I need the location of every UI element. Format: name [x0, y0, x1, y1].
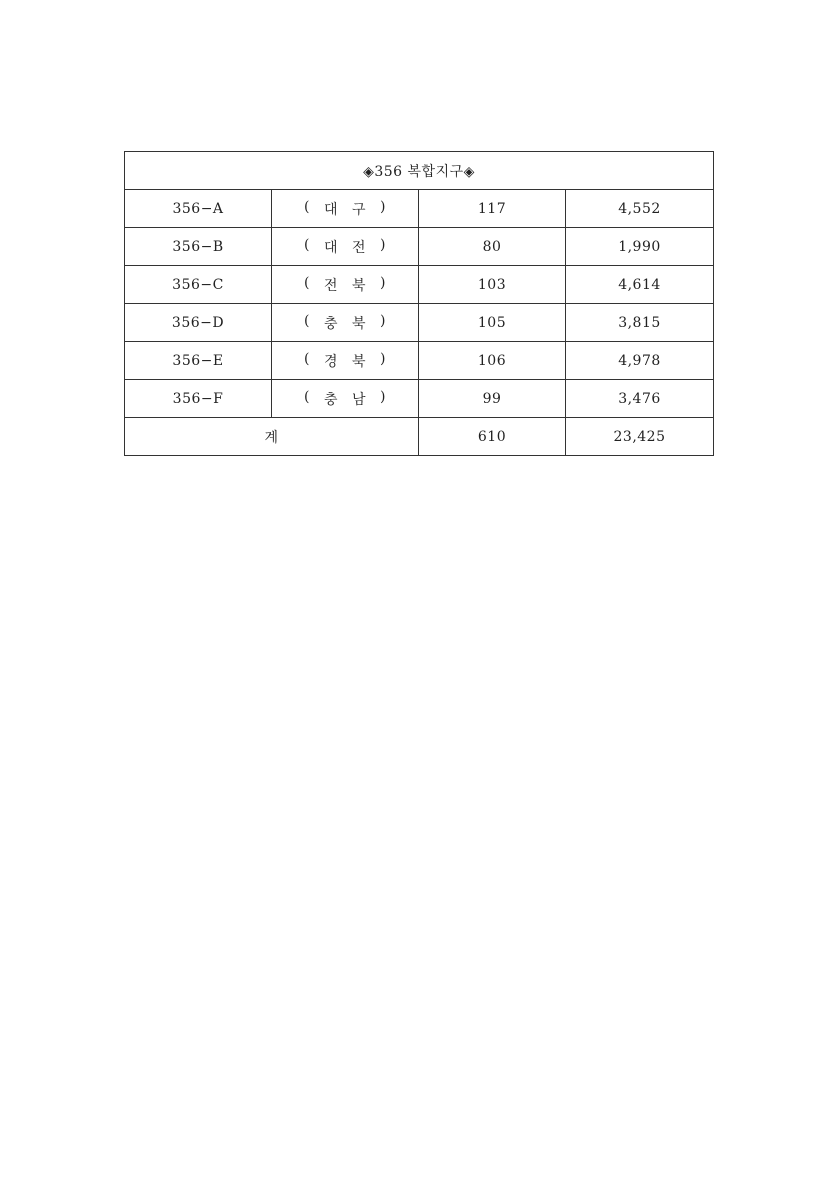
region-second-char: 전: [352, 239, 367, 256]
count-cell: 105: [419, 304, 566, 342]
region-open-paren: (: [304, 350, 310, 367]
region-open-paren: (: [304, 198, 310, 215]
amount-cell: 3,815: [566, 304, 714, 342]
region-open-paren: (: [304, 274, 310, 291]
region-close-paren: ): [380, 350, 386, 367]
total-row: [125, 418, 714, 456]
region-name: [272, 380, 419, 418]
count-cell: 103: [419, 266, 566, 304]
region-first-char: 대: [323, 239, 338, 256]
table-row: [125, 342, 714, 380]
region-first-char: 경: [323, 353, 338, 370]
table-title: ◈356 복합지구◈: [125, 152, 714, 190]
region-name: [272, 342, 419, 380]
region-open-paren: (: [304, 312, 310, 329]
total-amount: 23,425: [566, 418, 714, 456]
region-name: [272, 304, 419, 342]
region-open-paren: (: [304, 236, 310, 253]
region-name: [272, 266, 419, 304]
region-name: [272, 190, 419, 228]
region-first-char: 충: [323, 391, 338, 408]
amount-cell: 4,614: [566, 266, 714, 304]
region-name: [272, 228, 419, 266]
region-close-paren: ): [380, 312, 386, 329]
region-second-char: 북: [352, 315, 367, 332]
district-code: 356−B: [125, 228, 272, 266]
region-first-char: 대: [323, 201, 338, 218]
amount-cell: 4,978: [566, 342, 714, 380]
district-code: 356−E: [125, 342, 272, 380]
count-cell: 99: [419, 380, 566, 418]
table-title-row: [125, 152, 714, 190]
district-code: 356−D: [125, 304, 272, 342]
district-code: 356−F: [125, 380, 272, 418]
district-code: 356−C: [125, 266, 272, 304]
region-close-paren: ): [380, 274, 386, 291]
table-row: [125, 380, 714, 418]
region-second-char: 북: [352, 353, 367, 370]
region-close-paren: ): [380, 388, 386, 405]
region-first-char: 전: [323, 277, 338, 294]
district-code: 356−A: [125, 190, 272, 228]
count-cell: 80: [419, 228, 566, 266]
region-second-char: 남: [352, 391, 367, 408]
region-open-paren: (: [304, 388, 310, 405]
region-close-paren: ): [380, 198, 386, 215]
amount-cell: 3,476: [566, 380, 714, 418]
region-second-char: 구: [352, 201, 367, 218]
count-cell: 106: [419, 342, 566, 380]
table-row: [125, 190, 714, 228]
region-first-char: 충: [323, 315, 338, 332]
total-count: 610: [419, 418, 566, 456]
table-row: [125, 266, 714, 304]
amount-cell: 1,990: [566, 228, 714, 266]
region-second-char: 북: [352, 277, 367, 294]
region-close-paren: ): [380, 236, 386, 253]
table-row: [125, 228, 714, 266]
count-cell: 117: [419, 190, 566, 228]
amount-cell: 4,552: [566, 190, 714, 228]
table-row: [125, 304, 714, 342]
district-table: [124, 151, 714, 456]
total-label: 계: [125, 418, 419, 456]
